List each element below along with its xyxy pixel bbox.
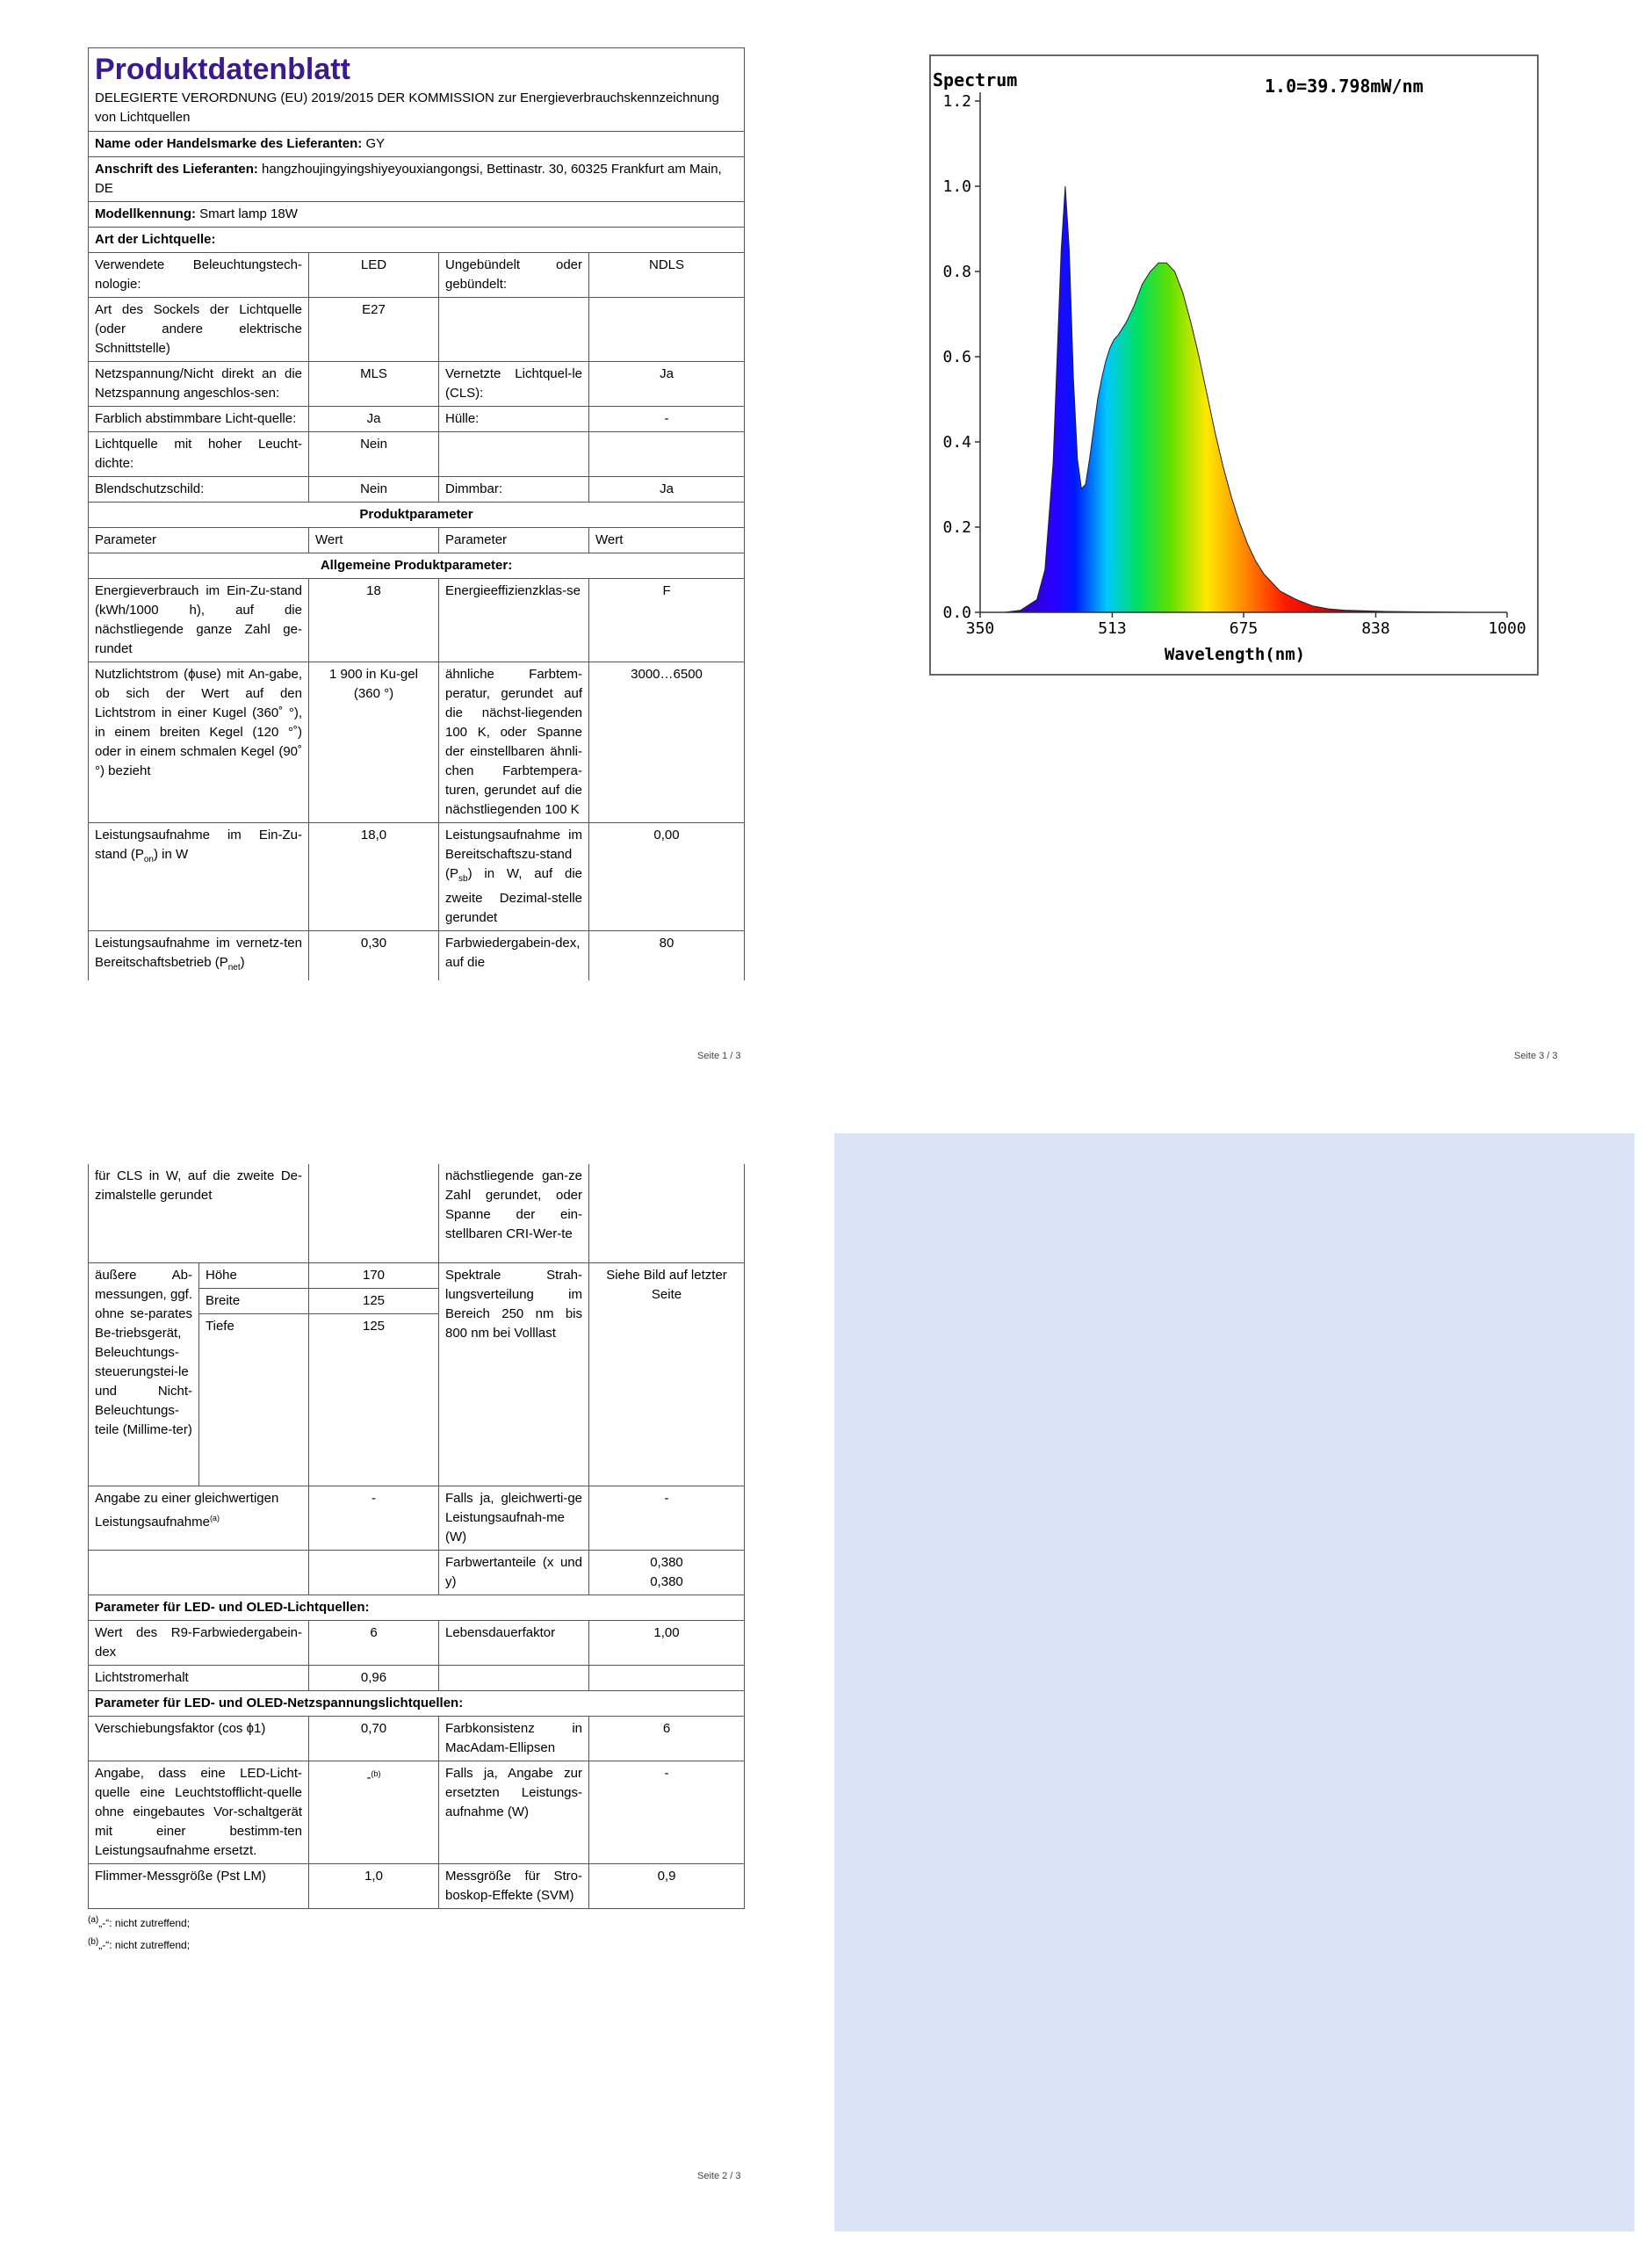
equivalent-power-watt-value: - — [589, 1486, 745, 1550]
chart-annotation: 1.0=39.798mW/nm — [1265, 76, 1424, 97]
y-tick-label: 1.2 — [942, 92, 971, 111]
page-1 — [88, 47, 744, 980]
supplier-label: Name oder Handelsmarke des Lieferanten: — [95, 136, 363, 151]
blank-page-area — [834, 1133, 1634, 2231]
parameter-header: Parameter — [89, 528, 309, 553]
energy-consumption-value: 18 — [309, 579, 439, 662]
x-tick-label: 350 — [965, 619, 995, 638]
datasheet-table-page-2 — [88, 1164, 745, 1909]
stroboscopic-label: Messgröße für Stro-boskop-Effekte (SVM) — [439, 1863, 589, 1908]
equivalent-power-label: Angabe zu einer gleichwertigen Leistungsaufnahme$^{(a)}$ — [89, 1486, 309, 1550]
survival-factor-value: 1,00 — [589, 1620, 745, 1665]
standby-power-label: Leistungsaufnahme im Bereitschaftszu-stand $(P_{sb})$ in W, auf die zweite Dezimal-stelle gerundet — [439, 823, 589, 931]
empty-cell — [589, 432, 745, 477]
chromaticity-label: Farbwertanteile (x und y) — [439, 1550, 589, 1595]
empty-cell — [439, 298, 589, 362]
width-label: Breite — [199, 1288, 309, 1313]
lumen-maintenance-value: 0,96 — [309, 1665, 439, 1690]
directional-value: NDLS — [589, 253, 745, 298]
cct-label: ähnliche Farbtem-peratur, gerundet auf die nächst-liegenden 100 K, oder Spanne der einstellbaren ähnli-chen Farbtempera-turen, gerundet auf die nächstliegenden 100 K — [439, 662, 589, 823]
address-value: hangzhoujingyingshiyeyouxiangongsi, Bettinastr. 30, 60325 Frankfurt am Main, DE — [95, 162, 722, 196]
cct-value: 3000…6500 — [589, 662, 745, 823]
spectral-distribution-label: Spektrale Strah-lungsverteilung im Bereich 250 nm bis 800 nm bei Volllast — [439, 1262, 589, 1486]
empty-cell — [309, 1164, 439, 1262]
page-2 — [88, 1164, 744, 1955]
color-tunable-label: Farblich abstimmbare Licht-quelle: — [89, 407, 309, 432]
stroboscopic-value: 0,9 — [589, 1863, 745, 1908]
y-tick-label: 0.2 — [942, 518, 971, 537]
empty-cell — [439, 432, 589, 477]
general-parameters-heading: Allgemeine Produktparameter: — [89, 553, 745, 579]
equivalent-power-watt-label: Falls ja, gleichwerti-ge Leistungsaufnah-me (W) — [439, 1486, 589, 1550]
anti-glare-label: Blendschutzschild: — [89, 477, 309, 503]
replaced-power-value: - — [589, 1761, 745, 1863]
displacement-factor-value: 0,70 — [309, 1716, 439, 1761]
colour-consistency-value: 6 — [589, 1716, 745, 1761]
empty-cell — [439, 1665, 589, 1690]
y-tick-label: 0.6 — [942, 348, 971, 366]
flicker-label: Flimmer-Messgröße (Pst LM) — [89, 1863, 309, 1908]
energy-class-value: F — [589, 579, 745, 662]
cls-value: Ja — [589, 362, 745, 407]
envelope-value: - — [589, 407, 745, 432]
chart-title: Spectrum — [933, 69, 1018, 90]
luminous-flux-label: Nutzlichtstrom (ϕuse) mit An-gabe, ob sich der Wert auf den Lichtstrom in einer Kugel (360˚ °), in einem breiten Kegel (120 °˚) oder in einem schmalen Kegel (90˚ °) bezieht — [89, 662, 309, 823]
value-header: Wert — [589, 528, 745, 553]
high-luminance-label: Lichtquelle mit hoher Leucht-dichte: — [89, 432, 309, 477]
empty-cell — [589, 1665, 745, 1690]
chromaticity-value: 0,380 0,380 — [589, 1550, 745, 1595]
cap-type-label: Art des Sockels der Lichtquelle (oder andere elektrische Schnittstelle) — [89, 298, 309, 362]
dimensions-label: äußere Ab-messungen, ggf. ohne se-parates Be-triebsgerät, Beleuchtungs-steuerungstei-le und Nicht-Beleuchtungs-teile (Millime-ter) — [89, 1262, 199, 1486]
dimmable-label: Dimmbar: — [439, 477, 589, 503]
fluorescent-replacement-label: Angabe, dass eine LED-Licht-quelle eine Leuchtstofflicht-quelle ohne eingebautes Vor-schaltgerät mit einer bestimm-ten Leistungsaufnahme ersetzt. — [89, 1761, 309, 1863]
height-value: 170 — [309, 1262, 439, 1288]
cap-type-value: E27 — [309, 298, 439, 362]
y-tick-label: 0.4 — [942, 433, 971, 452]
parameter-header: Parameter — [439, 528, 589, 553]
replaced-power-label: Falls ja, Angabe zur ersetzten Leistungs-aufnahme (W) — [439, 1761, 589, 1863]
page-number: Seite 3 / 3 — [1514, 1051, 1558, 1061]
product-parameters-heading: Produktparameter — [89, 503, 745, 528]
x-tick-label: 838 — [1361, 619, 1390, 638]
r9-label: Wert des R9-Farbwiedergabein-dex — [89, 1620, 309, 1665]
depth-value: 125 — [309, 1313, 439, 1486]
model-value: Smart lamp 18W — [199, 206, 298, 221]
flicker-value: 1,0 — [309, 1863, 439, 1908]
cri-label-cont: nächstliegende gan-ze Zahl gerundet, oder Spanne der ein-stellbaren CRI-Wer-te — [439, 1164, 589, 1262]
networked-standby-label-cont: für CLS in W, auf die zweite De-zimalstelle gerundet — [89, 1164, 309, 1262]
technology-label: Verwendete Beleuchtungstech-nologie: — [89, 253, 309, 298]
page-title: Produktdatenblatt — [95, 53, 350, 86]
dimmable-value: Ja — [589, 477, 745, 503]
mains-label: Netzspannung/Nicht direkt an die Netzspannung angeschlos-sen: — [89, 362, 309, 407]
value-header: Wert — [309, 528, 439, 553]
anti-glare-value: Nein — [309, 477, 439, 503]
spectrum-chart — [927, 53, 1542, 678]
address-label: Anschrift des Lieferanten: — [95, 162, 258, 177]
regulation-text: DELEGIERTE VERORDNUNG (EU) 2019/2015 DER KOMMISSION zur Energieverbrauchskennzeichnung von Lichtquellen — [95, 90, 719, 125]
x-tick-label: 675 — [1229, 619, 1259, 638]
energy-class-label: Energieeffizienzklas-se — [439, 579, 589, 662]
standby-power-value: 0,00 — [589, 823, 745, 931]
spectrum-chart-svg — [927, 53, 1542, 678]
color-tunable-value: Ja — [309, 407, 439, 432]
page-number: Seite 1 / 3 — [697, 1051, 741, 1061]
y-tick-label: 1.0 — [942, 177, 971, 196]
datasheet-table-page-1 — [88, 47, 745, 980]
r9-value: 6 — [309, 1620, 439, 1665]
empty-cell — [309, 1550, 439, 1595]
directional-label: Ungebündelt oder gebündelt: — [439, 253, 589, 298]
height-label: Höhe — [199, 1262, 309, 1288]
networked-standby-label: Leistungsaufnahme im vernetz-ten Bereitschaftsbetrieb $(P_{net})$ — [89, 931, 309, 981]
cls-label: Vernetzte Lichtquel-le (CLS): — [439, 362, 589, 407]
supplier-value: GY — [365, 136, 386, 151]
lumen-maintenance-label: Lichtstromerhalt — [89, 1665, 309, 1690]
displacement-factor-label: Verschiebungsfaktor (cos ϕ1) — [89, 1716, 309, 1761]
cri-label: Farbwiedergabein-dex, auf die — [439, 931, 589, 981]
networked-standby-value: 0,30 — [309, 931, 439, 981]
colour-consistency-label: Farbkonsistenz in MacAdam-Ellipsen — [439, 1716, 589, 1761]
footnote-a: $^{(a)}$„-“: nicht zutreffend; — [88, 1914, 191, 1929]
fluorescent-replacement-value: -$^{(b)}$ — [309, 1761, 439, 1863]
x-axis-label: Wavelength(nm) — [1164, 645, 1306, 664]
cri-value: 80 — [589, 931, 745, 981]
mains-value: MLS — [309, 362, 439, 407]
footnote-b: $^{(b)}$„-“: nicht zutreffend; — [88, 1936, 191, 1951]
depth-label: Tiefe — [199, 1313, 309, 1486]
on-mode-power-value: 18,0 — [309, 823, 439, 931]
technology-value: LED — [309, 253, 439, 298]
equivalent-power-value: - — [309, 1486, 439, 1550]
envelope-label: Hülle: — [439, 407, 589, 432]
y-tick-label: 0.8 — [942, 263, 971, 281]
luminous-flux-value: 1 900 in Ku-gel (360 °) — [309, 662, 439, 823]
survival-factor-label: Lebensdauerfaktor — [439, 1620, 589, 1665]
width-value: 125 — [309, 1288, 439, 1313]
empty-cell — [589, 298, 745, 362]
x-tick-label: 1000 — [1488, 619, 1526, 638]
high-luminance-value: Nein — [309, 432, 439, 477]
energy-consumption-label: Energieverbrauch im Ein-Zu-stand (kWh/1000 h), auf die nächstliegende ganze Zahl ge-rundet — [89, 579, 309, 662]
y-tick-label: 0.0 — [942, 604, 971, 622]
model-label: Modellkennung: — [95, 206, 196, 221]
page-number: Seite 2 / 3 — [697, 2171, 741, 2181]
empty-cell — [89, 1550, 309, 1595]
light-source-type-heading: Art der Lichtquelle: — [89, 228, 745, 253]
on-mode-power-label: Leistungsaufnahme im Ein-Zu-stand $(P_{on})$ in W — [89, 823, 309, 931]
empty-cell — [589, 1164, 745, 1262]
mains-led-parameters-heading: Parameter für LED- und OLED-Netzspannungslichtquellen: — [89, 1690, 745, 1716]
led-parameters-heading: Parameter für LED- und OLED-Lichtquellen: — [89, 1595, 745, 1620]
spectral-distribution-value: Siehe Bild auf letzter Seite — [589, 1262, 745, 1486]
x-tick-label: 513 — [1098, 619, 1127, 638]
